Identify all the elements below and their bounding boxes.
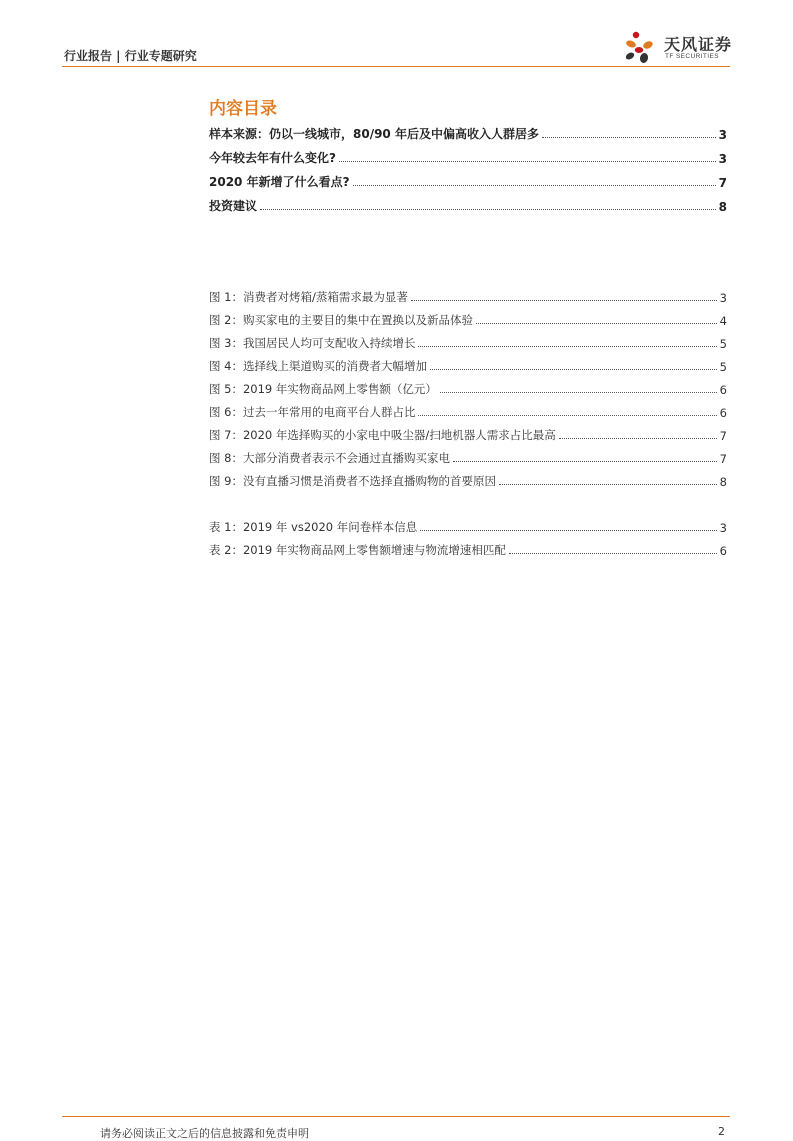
toc-entry-page: 3 (718, 152, 727, 166)
footer-disclaimer: 请务必阅读正文之后的信息披露和免责申明 (100, 1127, 309, 1140)
dot-leader (418, 415, 716, 416)
figure-entry[interactable] (209, 287, 727, 305)
dot-leader (559, 438, 717, 439)
toc-entry-text: 今年较去年有什么变化? (209, 151, 336, 165)
toc-entry-page: 3 (718, 128, 727, 142)
toc-entry-text: 投资建议 (209, 199, 258, 213)
figure-entry-text: 图 3：我国居民人均可支配收入持续增长 (209, 336, 416, 350)
figure-entry-text: 图 8：大部分消费者表示不会通过直播购买家电 (209, 451, 450, 465)
figure-entry[interactable] (209, 333, 727, 351)
table-entry-page: 6 (719, 544, 727, 558)
figure-entry-text: 图 6：过去一年常用的电商平台人群占比 (209, 405, 416, 419)
toc-entry[interactable] (209, 148, 727, 166)
figure-entry-page: 6 (719, 383, 727, 397)
figure-entry-text: 图 9：没有直播习惯是消费者不选择直播购物的首要原因 (209, 474, 496, 488)
company-logo (622, 28, 732, 66)
dot-leader (509, 553, 717, 554)
dot-leader (453, 461, 717, 462)
table-entry-page: 3 (719, 521, 727, 535)
toc-entry-page: 8 (718, 200, 727, 214)
figure-entry-page: 6 (719, 406, 727, 420)
dot-leader (339, 161, 716, 162)
figure-entry-page: 8 (719, 475, 727, 489)
figure-entry[interactable] (209, 425, 727, 443)
dot-leader (418, 346, 716, 347)
toc-entry[interactable] (209, 196, 727, 214)
figure-entry-page: 7 (719, 429, 727, 443)
figure-entry-page: 4 (719, 314, 727, 328)
dot-leader (411, 300, 717, 301)
header-category: 行业报告 | 行业专题研究 (64, 49, 197, 63)
figure-entry-page: 3 (719, 291, 727, 305)
figure-entry[interactable] (209, 402, 727, 420)
figure-entry[interactable] (209, 310, 727, 328)
table-entry[interactable] (209, 540, 727, 558)
figure-entry-text: 图 4：选择线上渠道购买的消费者大幅增加 (209, 359, 427, 373)
figure-entry[interactable] (209, 448, 727, 466)
toc-entry-text: 2020 年新增了什么看点? (209, 175, 350, 189)
dot-leader (542, 137, 716, 138)
toc-entry[interactable] (209, 124, 727, 142)
logo-chinese-name: 天风证券 (664, 35, 733, 54)
dot-leader (440, 392, 717, 393)
logo-petals-icon (622, 28, 662, 68)
figure-entry-text: 图 1：消费者对烤箱/蒸箱需求最为显著 (209, 290, 408, 304)
dot-leader (430, 369, 717, 370)
logo-english-name: TF SECURITIES (665, 53, 719, 60)
figure-entry[interactable] (209, 356, 727, 374)
dot-leader (499, 484, 717, 485)
figure-entry-text: 图 5：2019 年实物商品网上零售额（亿元） (209, 382, 437, 396)
dot-leader (353, 185, 716, 186)
toc-entry[interactable] (209, 172, 727, 190)
figure-entry-text: 图 7：2020 年选择购买的小家电中吸尘器/扫地机器人需求占比最高 (209, 428, 556, 442)
figure-entry-page: 7 (719, 452, 727, 466)
page-number: 2 (718, 1125, 725, 1138)
toc-entry-text: 样本来源：仍以一线城市，80/90 年后及中偏高收入人群居多 (209, 127, 539, 141)
figure-entry-page: 5 (719, 337, 727, 351)
figure-entry[interactable] (209, 471, 727, 489)
figure-entry[interactable] (209, 379, 727, 397)
dot-leader (420, 530, 716, 531)
toc-entry-page: 7 (718, 176, 727, 190)
dot-leader (260, 209, 716, 210)
table-entry[interactable] (209, 517, 727, 535)
table-entry-text: 表 1：2019 年 vs2020 年问卷样本信息 (209, 520, 418, 534)
footer-rule (62, 1116, 730, 1117)
dot-leader (476, 323, 717, 324)
figure-entry-page: 5 (719, 360, 727, 374)
table-entry-text: 表 2：2019 年实物商品网上零售额增速与物流增速相匹配 (209, 543, 506, 557)
figure-entry-text: 图 2：购买家电的主要目的集中在置换以及新品体验 (209, 313, 473, 327)
toc-title: 内容目录 (209, 99, 277, 119)
